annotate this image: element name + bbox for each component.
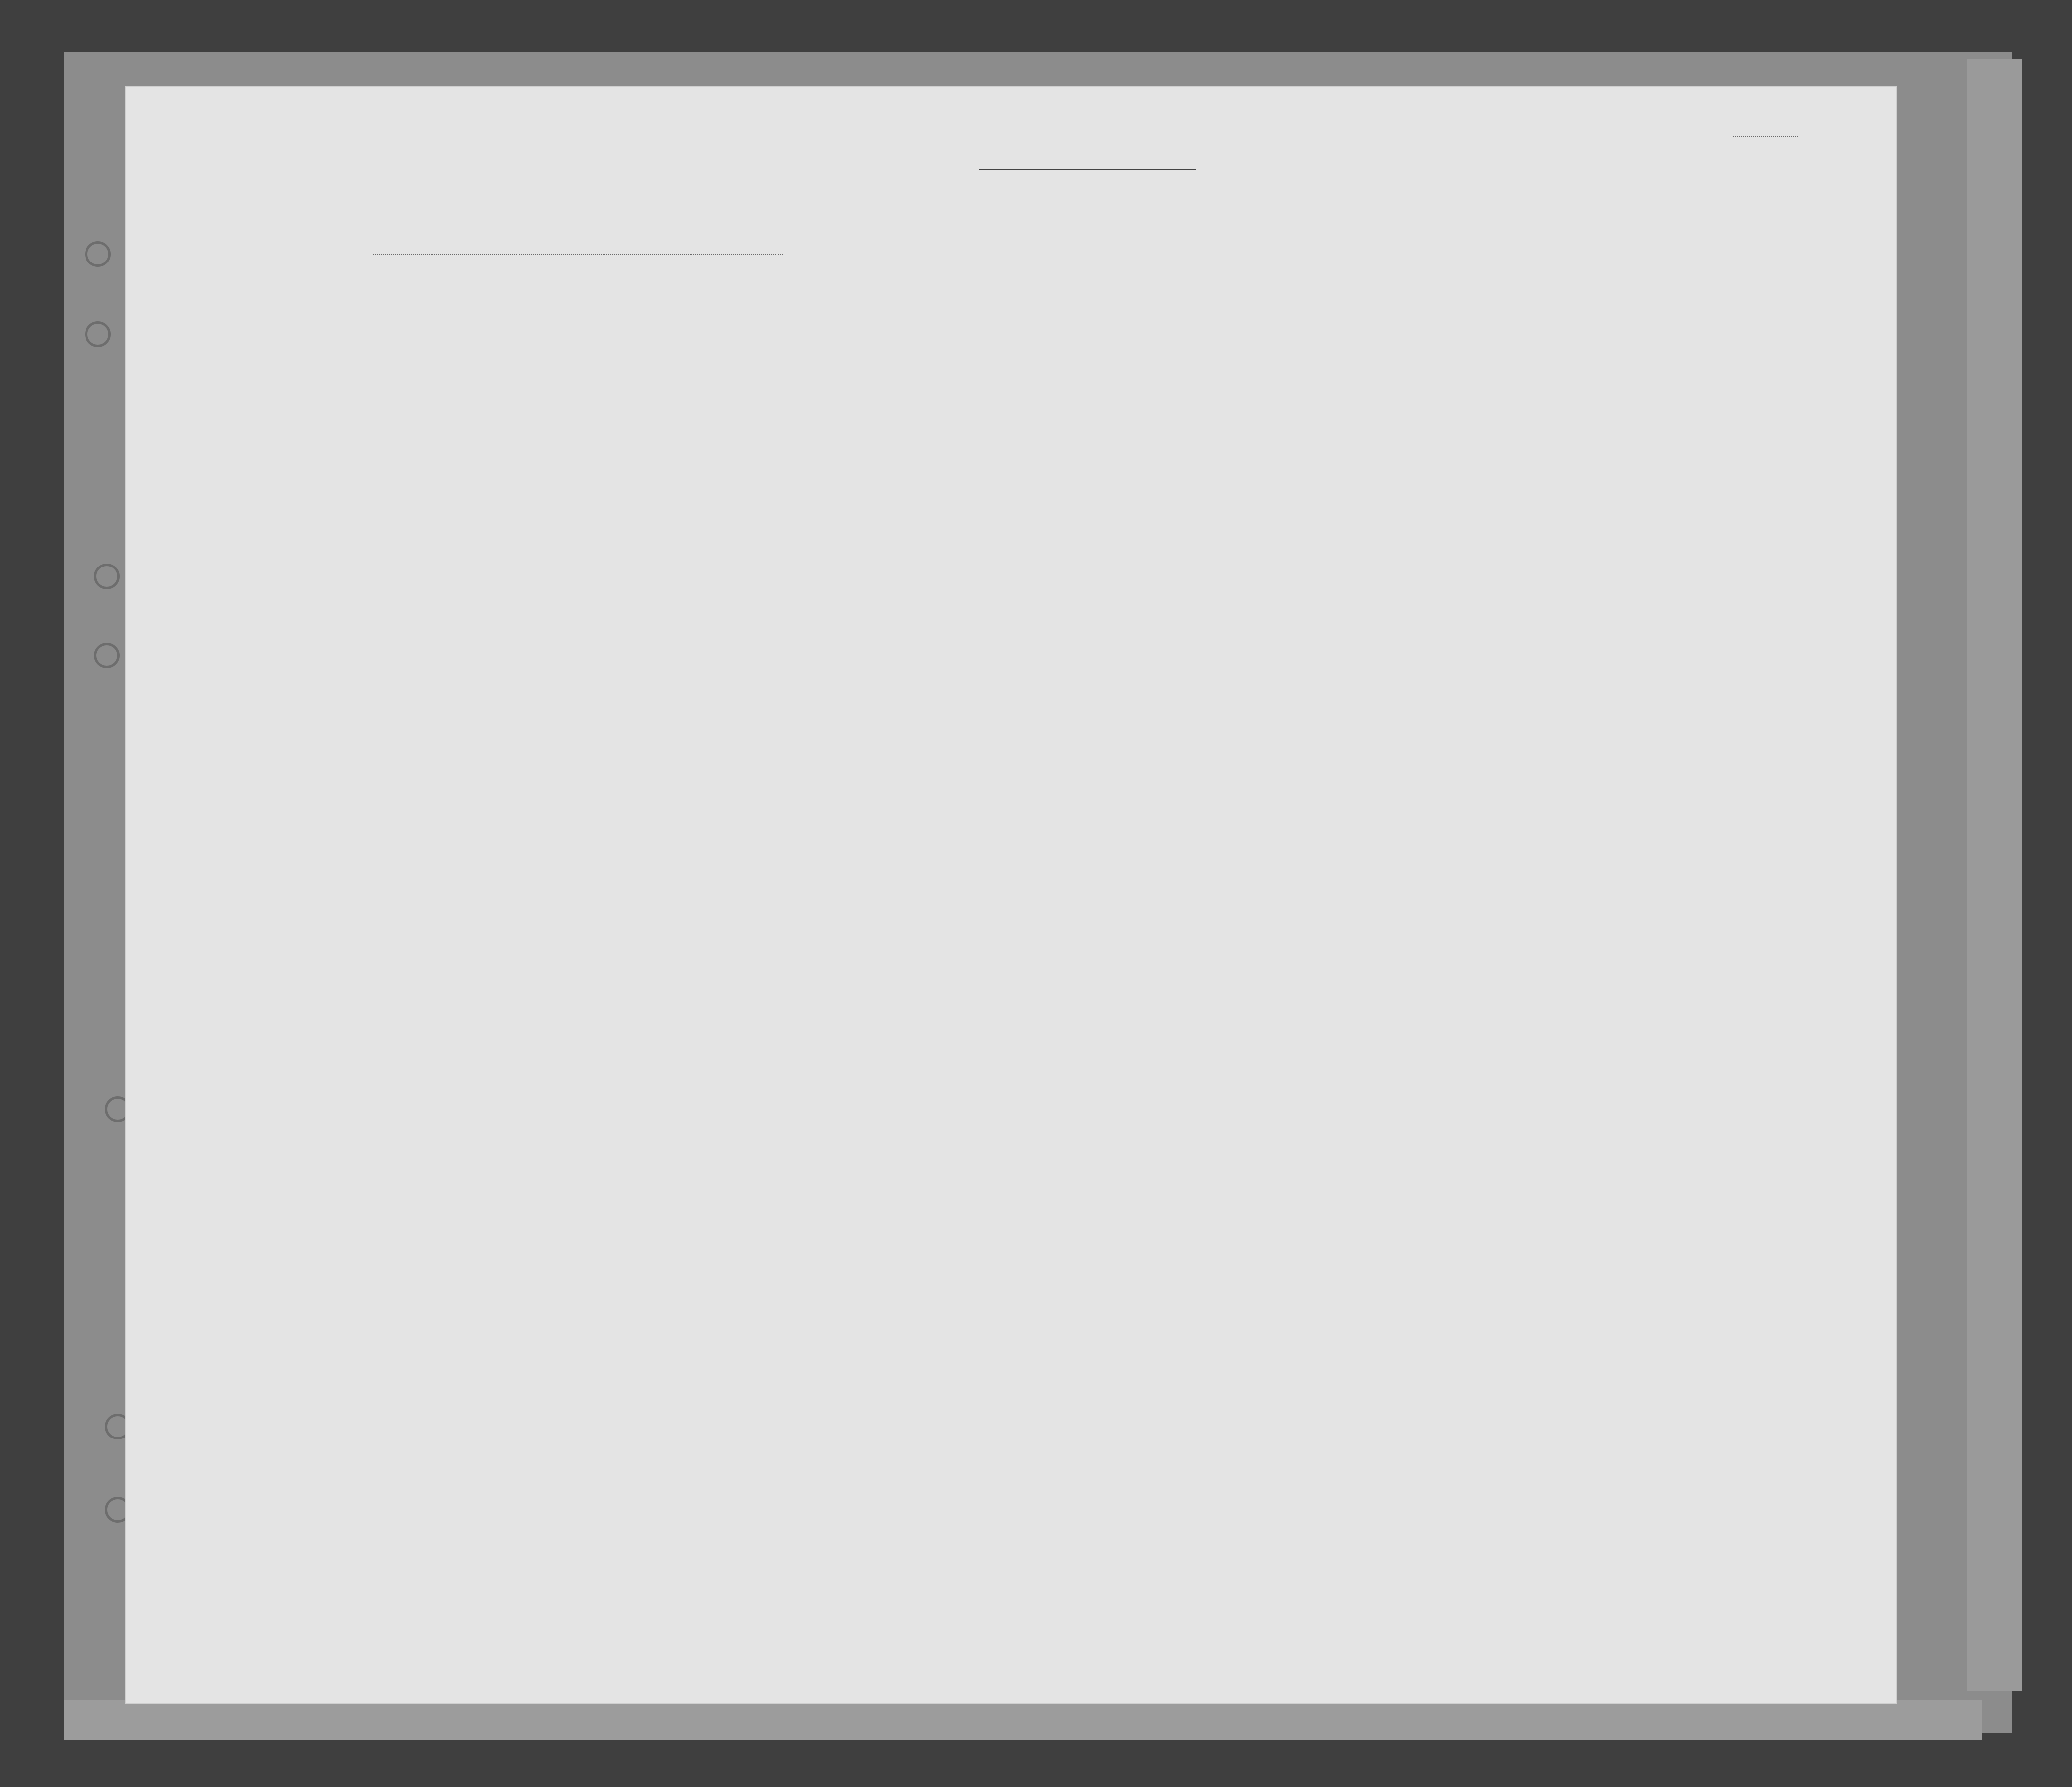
binder-ring-icon — [85, 321, 111, 347]
binder-ring-icon — [85, 241, 111, 267]
title-underline — [979, 169, 1196, 170]
binder-ring-icon — [94, 643, 120, 668]
sheet-no-line — [1733, 136, 1798, 137]
vessel-line — [373, 254, 783, 255]
page-edge-bottom — [64, 1700, 1982, 1740]
binder-ring-icon — [94, 564, 120, 589]
page-edge-right — [1967, 59, 2022, 1691]
manifest-form — [126, 87, 1896, 1703]
